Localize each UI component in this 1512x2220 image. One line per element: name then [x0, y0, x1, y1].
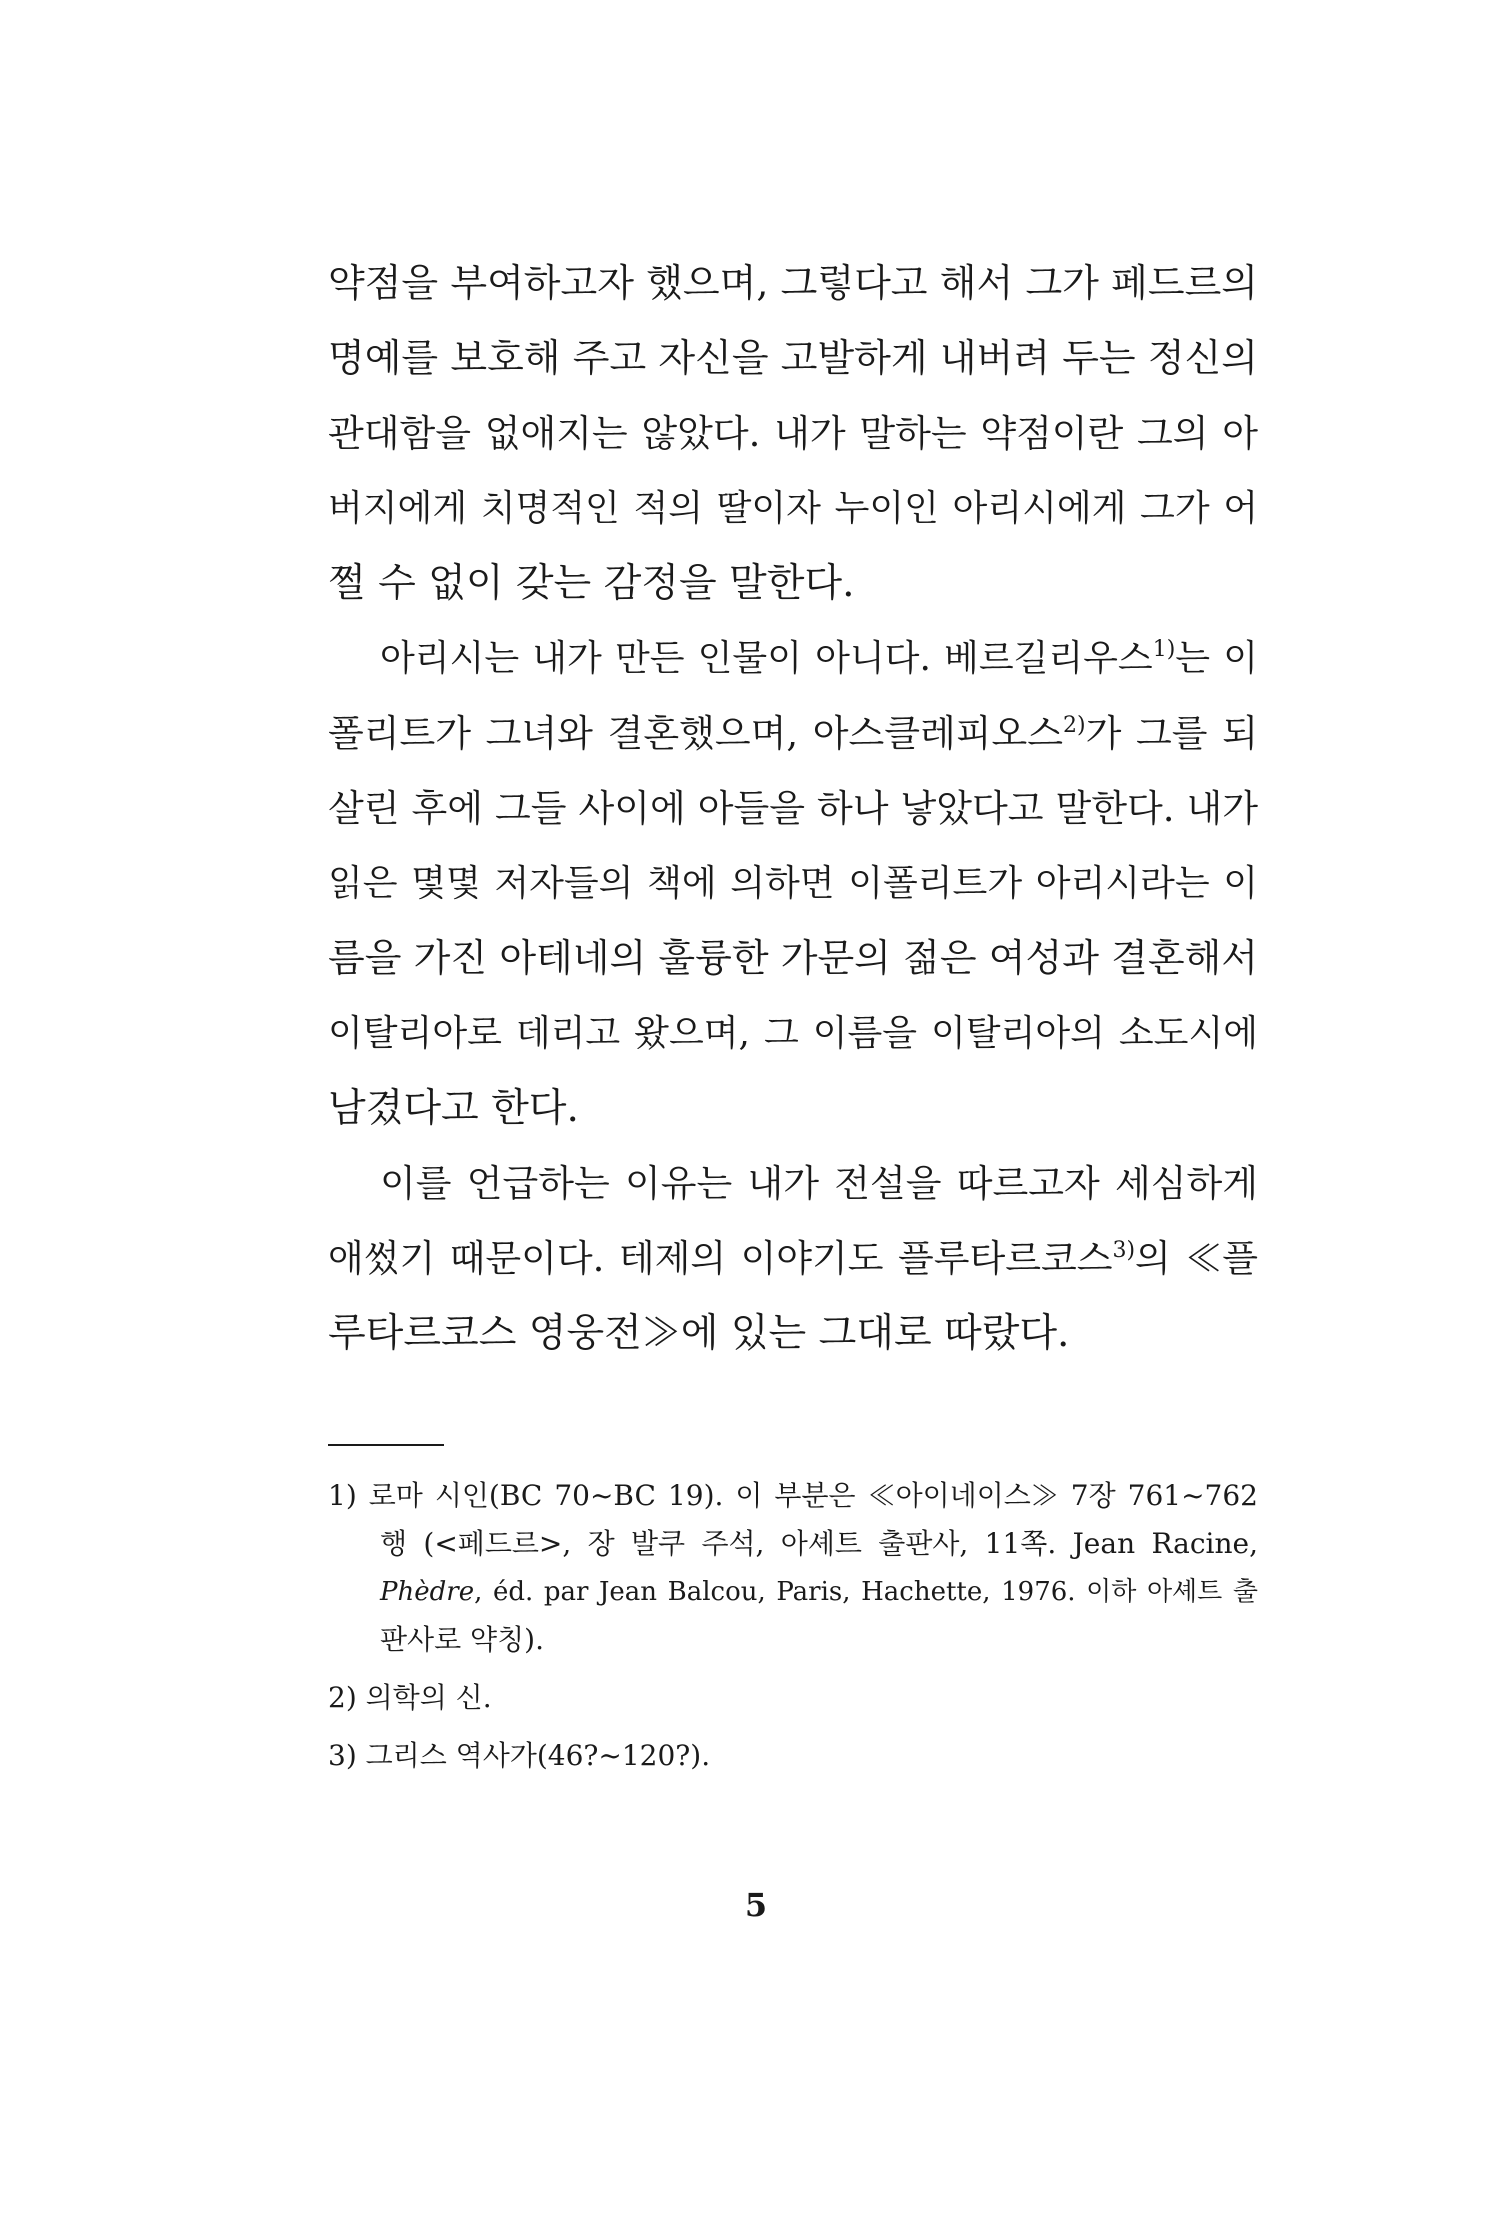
text-segment: 애썼기 때문이다. 테제의 이야기도 플루타르코스 [328, 1237, 1113, 1280]
footnote-ref-1: 1) [1152, 637, 1176, 662]
text-line: 명예를 보호해 주고 자신을 고발하게 내버려 두는 정신의 [328, 336, 1258, 380]
text-line: 버지에게 치명적인 적의 딸이자 누이인 아리시에게 그가 어 [328, 488, 1258, 529]
text-line: 루타르코스 영웅전≫에 있는 그대로 따랐다. [328, 1311, 1070, 1356]
footnote-line: 행 (<페드르>, 장 발쿠 주석, 아셰트 출판사, 11쪽. Jean Racine, [380, 1527, 1258, 1560]
footnote-2 [328, 1674, 1258, 1722]
footnote-ref-3: 3) [1112, 1238, 1136, 1263]
text-line: 이탈리아로 데리고 왔으며, 그 이름을 이탈리아의 소도시에 [328, 1013, 1258, 1054]
footnotes [328, 1472, 1258, 1790]
text-segment: 아리시는 내가 만든 인물이 아니다. 베르길리우스 [380, 638, 1153, 679]
footnote-1 [328, 1472, 1258, 1664]
text-segment: 폴리트가 그녀와 결혼했으며, 아스클레피오스 [328, 712, 1063, 755]
footnote-line [328, 1568, 1258, 1616]
text-line: 관대함을 없애지는 않았다. 내가 말하는 약점이란 그의 아 [328, 412, 1258, 455]
text-line [328, 1221, 1258, 1296]
text-line: 남겼다고 한다. [328, 1086, 579, 1131]
paragraph-3 [328, 1146, 1258, 1371]
text-segment: 의 ≪플 [1135, 1237, 1258, 1280]
footnote-line: 3) 그리스 역사가(46?~120?). [328, 1739, 711, 1772]
text-line: 쩔 수 없이 갖는 감정을 말한다. [328, 561, 855, 606]
paragraph-2 [328, 621, 1258, 1146]
text-line [328, 696, 1258, 771]
footnote-line: 판사로 약칭). [380, 1623, 544, 1656]
text-line: 읽은 몇몇 저자들의 책에 의하면 이폴리트가 아리시라는 이 [328, 863, 1258, 904]
text-segment: 는 이 [1175, 638, 1258, 679]
book-title: Phèdre [380, 1577, 475, 1607]
text-line: 름을 가진 아테네의 훌륭한 가문의 젊은 여성과 결혼해서 [328, 936, 1258, 980]
text-segment: , éd. par Jean Balcou, Paris, Hachette, 1976. 이하 아셰트 출 [474, 1577, 1258, 1607]
text-line: 살린 후에 그들 사이에 아들을 하나 낳았다고 말한다. 내가 [328, 787, 1258, 830]
page-number: 5 [744, 1886, 768, 1924]
paragraph-1 [328, 246, 1258, 621]
body-text [328, 246, 1258, 1371]
footnote-separator [328, 1444, 444, 1446]
text-line: 약점을 부여하고자 했으며, 그렇다고 해서 그가 페드르의 [328, 261, 1258, 305]
text-segment: 가 그를 되 [1085, 712, 1258, 755]
footnote-ref-2: 2) [1063, 713, 1086, 738]
footnote-line: 1) 로마 시인(BC 70~BC 19). 이 부분은 ≪아이네이스≫ 7장 761~762 [328, 1479, 1258, 1512]
text-line [328, 621, 1258, 696]
text-line: 이를 언급하는 이유는 내가 전설을 따르고자 세심하게 [380, 1162, 1258, 1205]
footnote-line: 2) 의학의 신. [328, 1681, 492, 1714]
footnote-3 [328, 1732, 1258, 1780]
